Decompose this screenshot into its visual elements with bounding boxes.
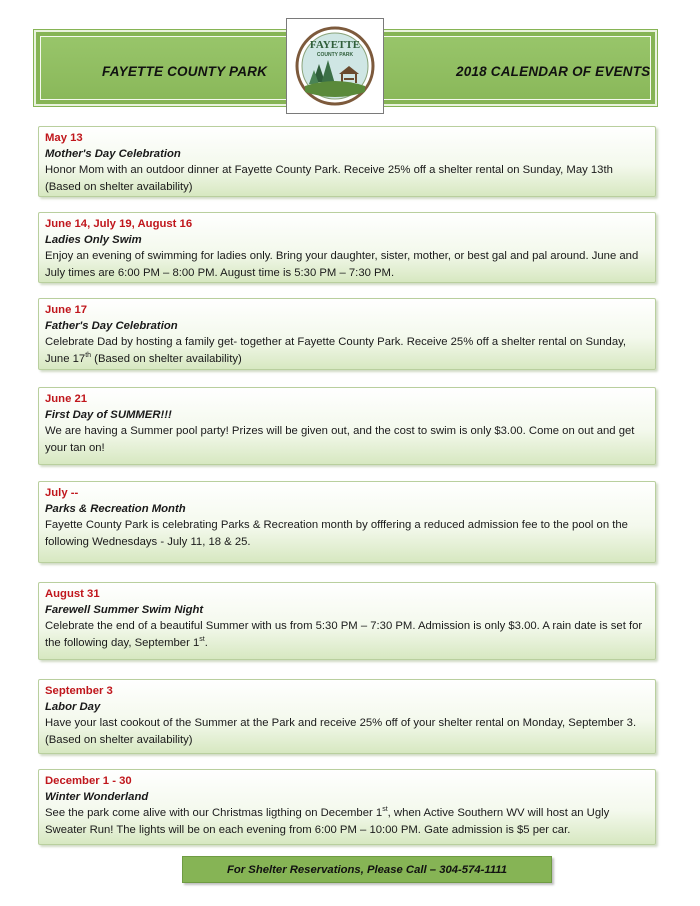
logo-name: FAYETTE [309,39,361,51]
event-card [38,387,656,465]
event-card [38,212,656,283]
event-date: September 3 [45,685,113,697]
event-title: Parks & Recreation Month [45,503,186,515]
event-title: Father's Day Celebration [45,320,178,332]
event-title: Farewell Summer Swim Night [45,604,204,616]
event-card [38,769,656,845]
event-date: May 13 [45,132,83,144]
ordinal-suffix: st [199,635,205,643]
event-description-text: Celebrate the end of a beautiful Summer with us from 5:30 PM – 7:30 PM. Admission is only $3.00. A rain date is set for the following day, September 1 [45,620,643,649]
reservation-footer [182,856,552,883]
event-card [38,126,656,197]
event-description-text: . [204,636,208,649]
event-title: Mother's Day Celebration [45,148,181,160]
event-card [38,679,656,754]
event-date: August 31 [45,588,100,600]
event-title: Labor Day [45,701,101,713]
event-description-text: , when Active Southern WV will host an Ugly Sweater Run! The lights will be on each evening from 6:00 PM – 10:00 PM. Gate admission is $5 per car. [45,807,610,836]
park-name-title: FAYETTE COUNTY PARK [102,64,268,79]
event-description: We are having a Summer pool party! Prizes will be given out, and the cost to swim is only $3.00. Come on out and get your tan on! [45,425,635,454]
event-date: June 21 [45,393,88,405]
event-description: Have your last cookout of the Summer at the Park and receive 25% off of your shelter rental on Monday, September 3. (Based on shelter availability) [45,717,637,746]
event-date: June 17 [45,304,88,316]
reservation-phone-text: For Shelter Reservations, Please Call – 304-574-1111 [226,863,508,876]
event-description [45,805,649,838]
event-description-text: See the park come alive with our Christmas ligthing on December 1 [45,807,383,819]
event-card [38,298,656,370]
event-description [45,618,649,651]
event-title: First Day of SUMMER!!! [45,409,172,421]
event-description [45,334,649,367]
event-date: December 1 - 30 [45,775,132,787]
ordinal-suffix: th [85,351,92,359]
event-description: Honor Mom with an outdoor dinner at Fayette County Park. Receive 25% off a shelter rental on Sunday, May 13th (Based on shelter availability) [45,164,613,193]
event-card [38,582,656,660]
event-description: Enjoy an evening of swimming for ladies only. Bring your daughter, sister, mother, or best gal and pal around. June and July times are 6:00 PM – 8:00 PM. August time is 5:30 PM – 7:30 PM. [45,250,639,279]
event-date: June 14, July 19, August 16 [45,218,193,230]
event-title: Ladies Only Swim [45,234,142,246]
event-description-text: Celebrate Dad by hosting a family get- together at Fayette County Park. Receive 25% off a shelter rental on Sunday, June 17 [45,336,627,365]
park-logo [286,18,384,114]
event-date: July -- [45,487,79,499]
calendar-title: 2018 CALENDAR OF EVENTS [456,64,651,79]
logo-subname: COUNTY PARK [316,52,354,58]
event-title: Winter Wonderland [45,791,149,803]
ordinal-suffix: st [382,806,388,814]
event-description: Fayette County Park is celebrating Parks & Recreation month by offfering a reduced admission fee to the pool on the following Wednesdays - July 11, 18 & 25. [45,519,628,548]
park-logo-icon [295,26,375,106]
event-card [38,481,656,563]
event-description-text: (Based on shelter availability) [91,352,242,365]
